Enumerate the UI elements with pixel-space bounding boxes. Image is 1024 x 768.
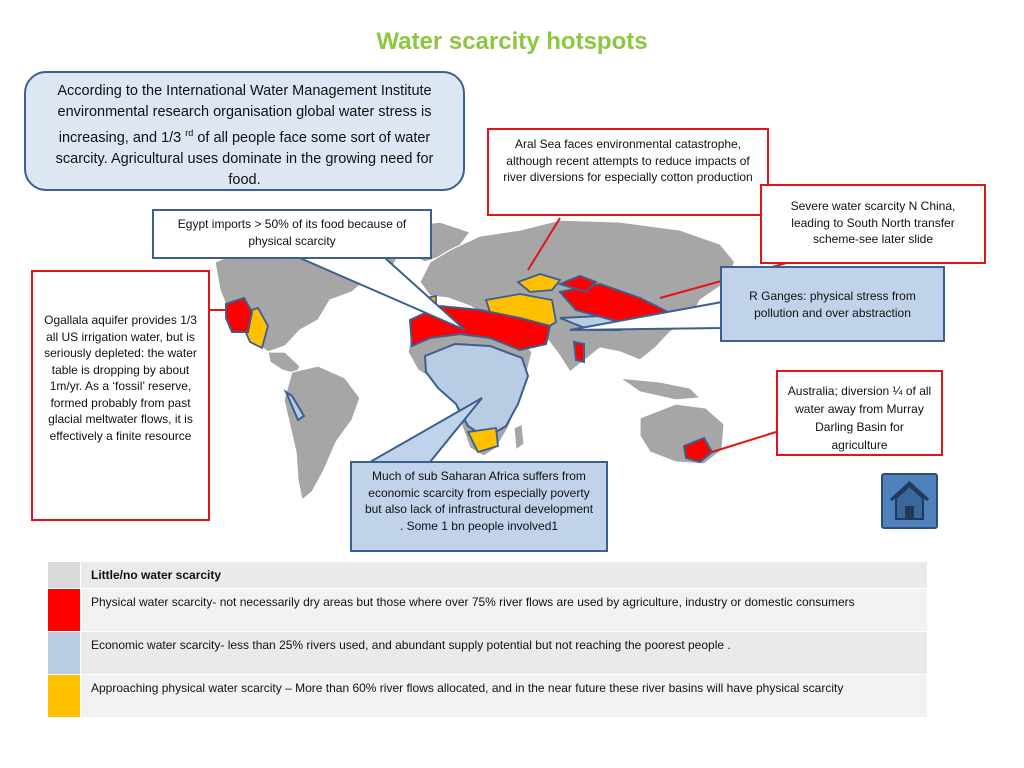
intro-text-1: According to the International Water Management Institute environmental research organisation global water stress is increasing, and 1/3 bbox=[57, 83, 432, 146]
intro-box bbox=[24, 71, 465, 191]
callout-egypt-text: Egypt imports > 50% of its food because of physical scarcity bbox=[177, 217, 407, 248]
callout-aral bbox=[487, 128, 769, 216]
legend-swatch-economic bbox=[48, 632, 81, 675]
callout-ogallala-text: Ogallala aquifer provides 1/3 all US irrigation water, but is seriously depleted: the water table is dropping by about 1m/yr. As a ‘fossil’ reserve, formed probably from past glacial meltwater flows, it is effectively a finite resource bbox=[44, 313, 197, 443]
callout-ganges-text: R Ganges: physical stress from pollution and over abstraction bbox=[749, 289, 916, 320]
legend-row bbox=[48, 632, 928, 675]
legend-label-none: Little/no water scarcity bbox=[81, 562, 928, 589]
land-south-america bbox=[284, 366, 360, 500]
land-madagascar bbox=[514, 424, 524, 450]
callout-africa-text: Much of sub Saharan Africa suffers from economic scarcity from especially poverty but also lack of infrastructural development . Some 1 bn people involved1 bbox=[364, 469, 594, 533]
intro-text-2: of all people face some sort of water scarcity. Agricultural uses dominate in the growing need for food. bbox=[55, 129, 434, 188]
legend-label-physical: Physical water scarcity- not necessarily dry areas but those where over 75% river flows are used by agriculture, industry or domestic consumers bbox=[81, 589, 928, 632]
legend-row bbox=[48, 589, 928, 632]
legend-row bbox=[48, 675, 928, 718]
intro-sup: rd bbox=[185, 128, 194, 138]
home-button[interactable] bbox=[881, 473, 938, 529]
legend-swatch-none bbox=[48, 562, 81, 589]
home-icon bbox=[889, 480, 930, 522]
callout-china-text: Severe water scarcity N China, leading to South North transfer scheme-see later slide bbox=[790, 199, 956, 246]
legend-label-economic: Economic water scarcity- less than 25% rivers used, and abundant supply potential but not reaching the poorest people . bbox=[81, 632, 928, 675]
legend-row bbox=[48, 562, 928, 589]
legend-label-approaching: Approaching physical water scarcity – More than 60% river flows allocated, and in the near future these river basins will have physical scarcity bbox=[81, 675, 928, 718]
legend-swatch-approaching bbox=[48, 675, 81, 718]
legend-table bbox=[47, 561, 928, 718]
callout-australia bbox=[776, 370, 943, 456]
callout-africa bbox=[350, 461, 608, 552]
land-se-asia bbox=[620, 378, 700, 400]
callout-ganges bbox=[720, 266, 945, 342]
legend-swatch-physical bbox=[48, 589, 81, 632]
callout-australia-text: Australia; diversion ¼ of all water away from Murray Darling Basin for agriculture bbox=[787, 384, 932, 452]
physical-india bbox=[574, 342, 584, 362]
callout-egypt bbox=[152, 209, 432, 259]
slide-title: Water scarcity hotspots bbox=[376, 28, 648, 55]
callout-ogallala bbox=[31, 270, 210, 521]
callout-aral-text: Aral Sea faces environmental catastrophe, although recent attempts to reduce impacts of river diversions for especially cotton production bbox=[503, 137, 753, 184]
land-australia bbox=[640, 404, 724, 464]
callout-china bbox=[760, 184, 986, 264]
